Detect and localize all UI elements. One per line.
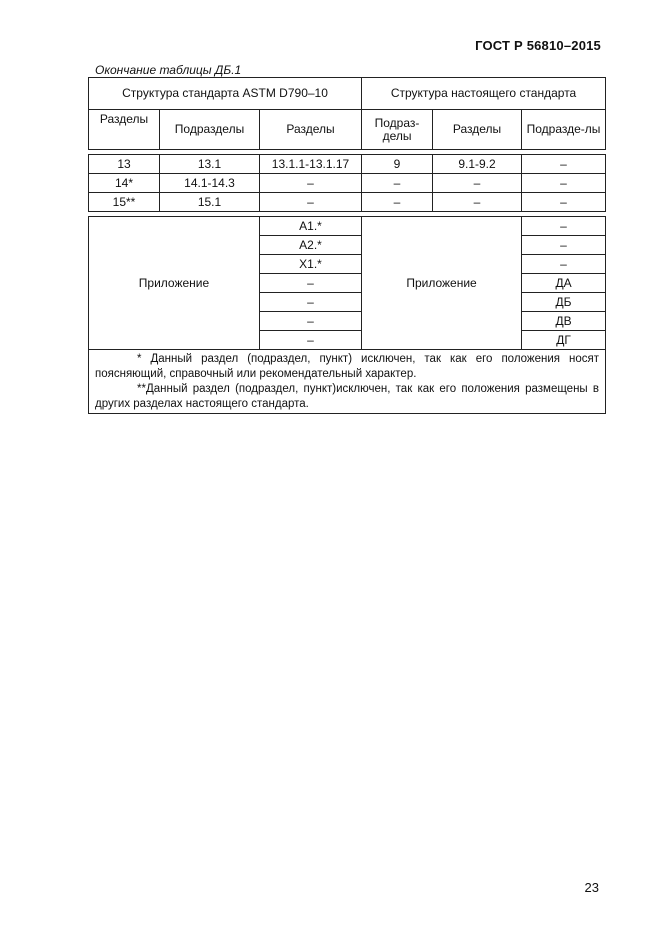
appendix-cell-astm: –: [260, 274, 362, 293]
appendix-cell-current: ДГ: [522, 331, 606, 350]
page-number: 23: [584, 880, 599, 895]
appendix-cell-astm: Х1.*: [260, 255, 362, 274]
appendix-cell-current: –: [522, 236, 606, 255]
appendix-cell-current: ДВ: [522, 312, 606, 331]
appendix-cell-astm: –: [260, 293, 362, 312]
table-footnotes: [89, 350, 606, 414]
subheader-astm-subsections: Подразделы: [160, 110, 260, 150]
header-astm-structure: Структура стандарта ASTM D790–10: [89, 78, 362, 110]
subheader-current-subsections-a: Подраз-делы: [362, 110, 433, 150]
table-cell: –: [362, 193, 433, 212]
table-row: [89, 174, 606, 193]
table-cell: –: [522, 155, 606, 174]
table-cell: –: [433, 174, 522, 193]
table-cell: 13.1.1-13.1.17: [260, 155, 362, 174]
appendix-cell-astm: А2.*: [260, 236, 362, 255]
appendix-cell-current: ДА: [522, 274, 606, 293]
table-cell: 15**: [89, 193, 160, 212]
table-cell: –: [522, 193, 606, 212]
table-cell: –: [260, 193, 362, 212]
table-cell: 9.1-9.2: [433, 155, 522, 174]
table-cell: –: [433, 193, 522, 212]
table-cell: 13: [89, 155, 160, 174]
table-row: [89, 193, 606, 212]
subheader-current-sections-b: Разделы: [433, 110, 522, 150]
table-cell: 9: [362, 155, 433, 174]
appendix-label-current: Приложение: [362, 217, 522, 350]
appendix-cell-current: ДБ: [522, 293, 606, 312]
subheader-astm-sections: Разделы: [89, 110, 160, 150]
footnote-double-asterisk: **Данный раздел (подраздел, пункт)исключен, так как его положения размещены в других разделах настоящего стандарта.: [95, 383, 600, 410]
header-current-structure: Структура настоящего стандарта: [362, 78, 606, 110]
appendix-cell-astm: –: [260, 331, 362, 350]
table-cell: –: [362, 174, 433, 193]
table-cell: –: [522, 174, 606, 193]
subheader-current-subsections-b: Подразде-лы: [522, 110, 606, 150]
appendix-cell-astm: –: [260, 312, 362, 331]
correspondence-table: [88, 77, 606, 414]
table-cell: 14*: [89, 174, 160, 193]
table-row: [89, 155, 606, 174]
subheader-current-sections-a: Разделы: [260, 110, 362, 150]
appendix-cell-current: –: [522, 255, 606, 274]
appendix-row: [89, 217, 606, 236]
table-cell: –: [260, 174, 362, 193]
table-cell: 14.1-14.3: [160, 174, 260, 193]
appendix-cell-astm: А1.*: [260, 217, 362, 236]
table-caption: Окончание таблицы ДБ.1: [95, 63, 242, 77]
notes-row: [89, 350, 606, 414]
appendix-label-astm: Приложение: [89, 217, 260, 350]
appendix-cell-current: –: [522, 217, 606, 236]
document-code: ГОСТ Р 56810–2015: [475, 38, 601, 53]
footnote-single-asterisk: * Данный раздел (подраздел, пункт) исключен, так как его положения носят поясняющий, справочный или рекомендательный характер.: [95, 353, 600, 380]
table-cell: 15.1: [160, 193, 260, 212]
table-header-row: [89, 78, 606, 110]
table-subheader-row: [89, 110, 606, 150]
table-cell: 13.1: [160, 155, 260, 174]
